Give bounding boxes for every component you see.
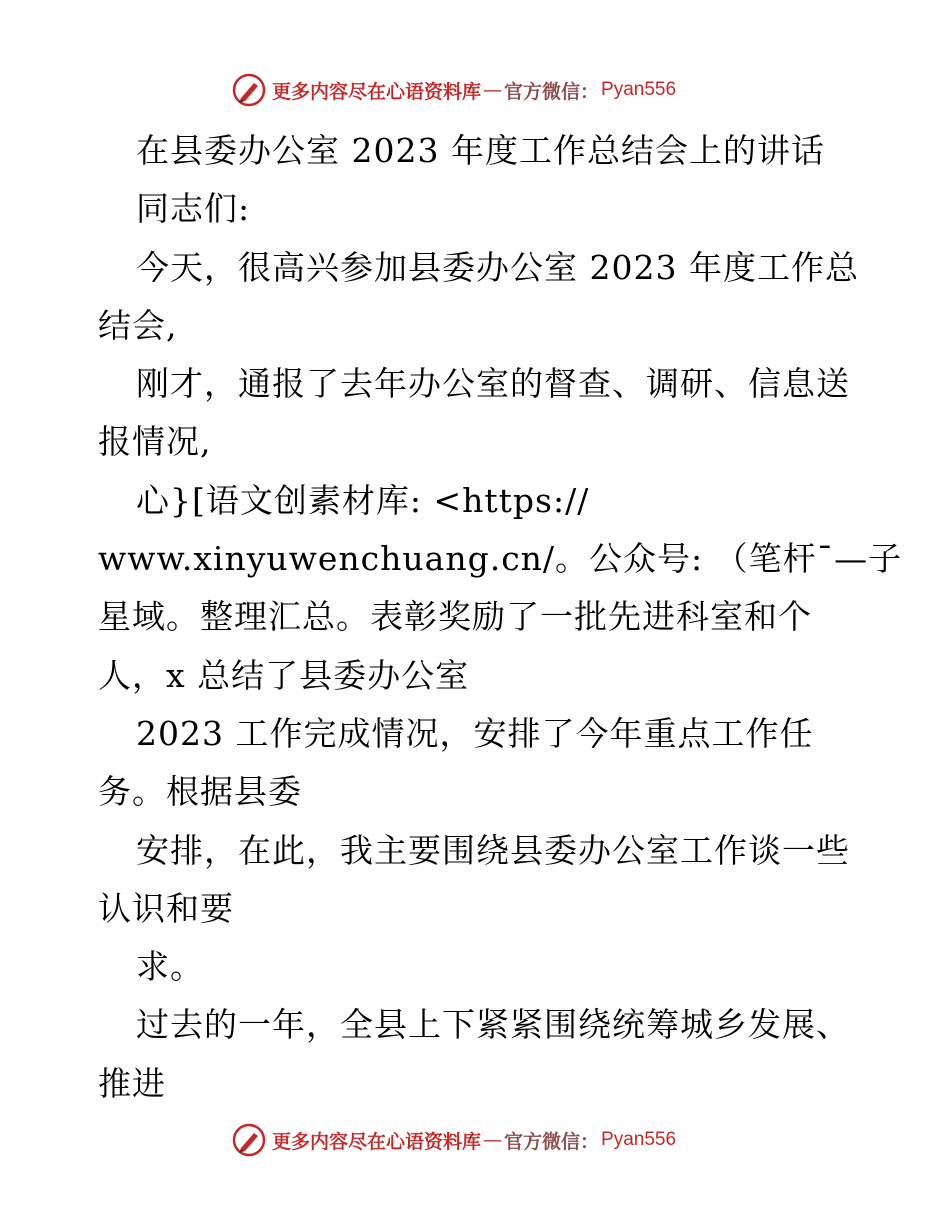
watermark-main-text: 更多内容尽在心语资料库 [272,1130,482,1153]
document-title: 在县委办公室 2023 年度工作总结会上的讲话 [136,131,825,170]
watermark-wechat-label: 官方微信： [504,80,600,103]
text-line: 今天，很高兴参加县委办公室 2023 年度工作总 [136,247,859,287]
watermark-wechat-id: Pyan556 [601,79,677,100]
document-body [98,122,903,1113]
text-line: 安排，在此，我主要围绕县委办公室工作谈一些 [136,830,850,870]
text-line: 心}[语文创素材库: <https:// [136,480,590,520]
text-line: 人，x 总结了县委办公室 [98,655,470,695]
watermark-separator: — [483,79,503,101]
footer-watermark [232,1120,752,1160]
header-watermark [232,70,752,110]
watermark-separator: — [483,1129,503,1151]
text-line: 刚才，通报了去年办公室的督查、调研、信息送 [136,364,850,404]
text-line: 过去的一年，全县上下紧紧围绕统筹城乡发展、 [136,1005,850,1045]
watermark-wechat-label: 官方微信： [504,1130,600,1153]
text-line: 报情况, [98,422,212,462]
text-line: 结会, [98,305,178,345]
text-line: 推进 [98,1063,166,1103]
pen-logo-icon [232,1123,266,1157]
text-line: 星域。整理汇总。表彰奖励了一批先进科室和个 [98,597,812,637]
text-line: www.xinyuwenchuang.cn/。公众号: （笔杆¯—子 [98,539,903,579]
text-line: 认识和要 [98,888,234,928]
watermark-wechat-id: Pyan556 [601,1129,677,1150]
text-line: 务。根据县委 [98,772,302,812]
pen-logo-icon [232,73,266,107]
text-line: 2023 工作完成情况，安排了今年重点工作任 [136,713,814,753]
text-line: 求。 [136,947,204,987]
watermark-main-text: 更多内容尽在心语资料库 [272,80,482,103]
text-line: 同志们: [136,189,251,229]
